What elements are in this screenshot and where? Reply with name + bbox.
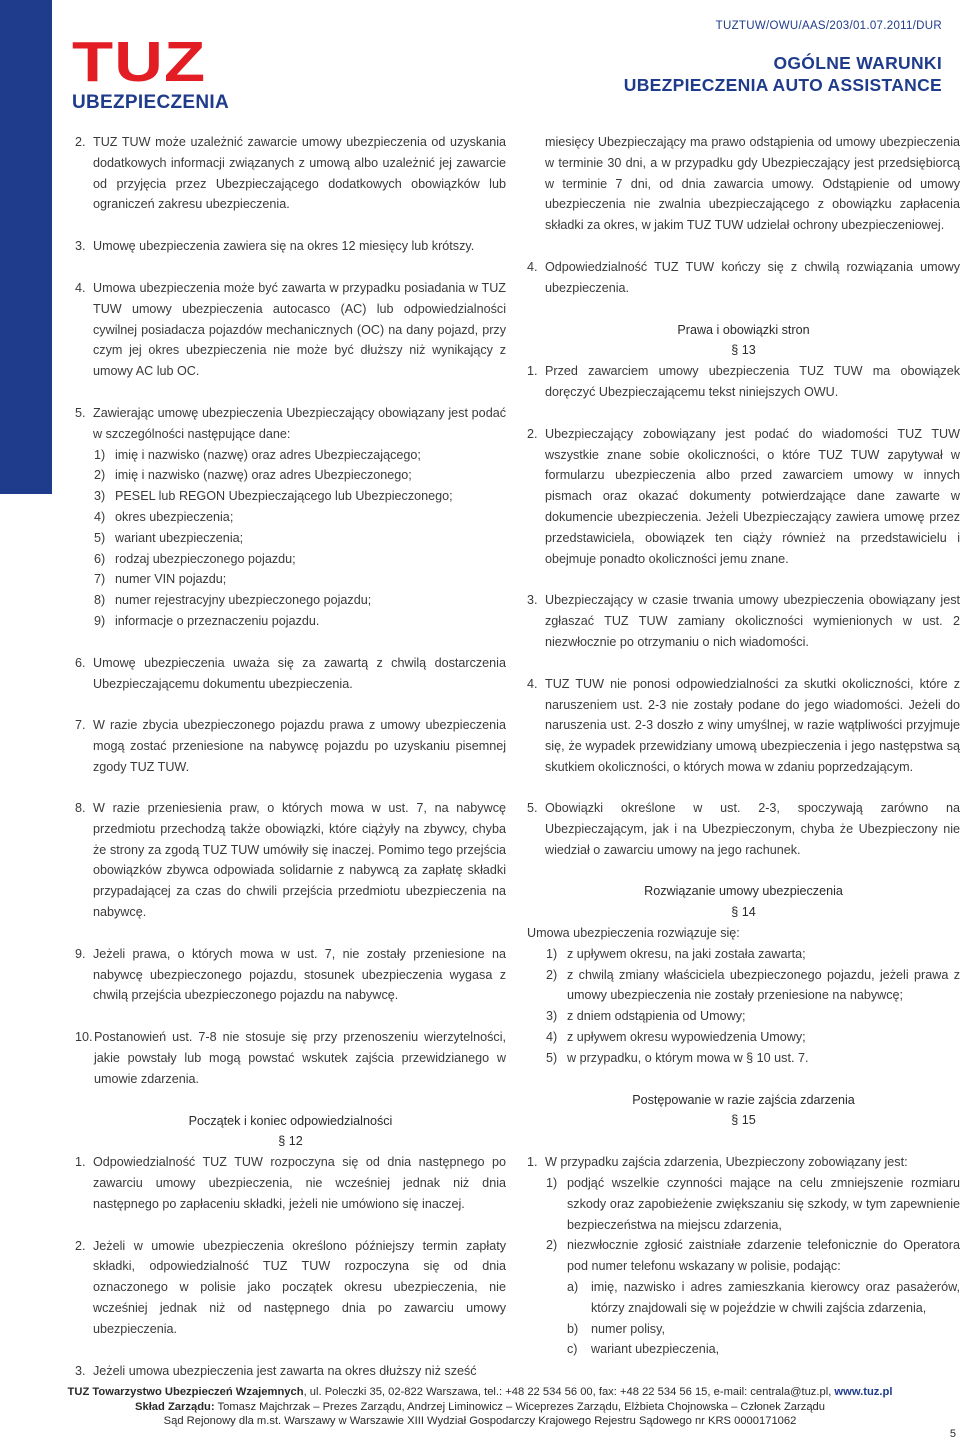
tuz-logo (72, 30, 232, 114)
footer-board: Tomasz Majchrzak – Prezes Zarządu, Andrzej Liminowicz – Wiceprezes Zarządu, Elżbieta Chojnowska – Członek Zarządu (214, 1400, 825, 1413)
paragraph-number-13: § 13 (731, 343, 756, 358)
clause-3-continued: miesięcy Ubezpieczający ma prawo odstąpienia od umowy ubezpieczenia w terminie 30 dni, a w przypadku gdy Ubezpieczający jest przedsiębiorcą w terminie 7 dni, od dnia zawarcia umowy. Odstąpienie od umowy ubezpieczenia nie zwalnia ubezpieczającego z obowiązku zapłacenia składki za okres, w jakim TUZ TUW udzielał ochrony ubezpieczeniowej. (545, 135, 960, 233)
clause-7: 7. W razie zbycia ubezpieczonego pojazdu prawa z umowy ubezpieczenia mogą zostać przeniesione na nabywcę pojazdu po uzyskaniu pisemnej zgody TUZ TUW. (75, 718, 506, 774)
page-number: 5 (949, 1428, 956, 1440)
list-item: 3) PESEL lub REGON Ubezpieczającego lub Ubezpieczonego; (94, 489, 453, 504)
list-item: 2) niezwłocznie zgłosić zaistniałe zdarzenie telefonicznie do Operatora pod numer telefonu wskazany w polisie, podając: (546, 1238, 960, 1274)
list-item: 2) z chwilą zmiany właściciela ubezpieczonego pojazdu, jeżeli prawa z umowy ubezpieczenia nie zostały przeniesione na nabywcę; (546, 967, 960, 1003)
list-item: c) wariant ubezpieczenia, (567, 1342, 720, 1357)
footer-line-3: Sąd Rejonowy dla m.st. Warszawy w Warszawie XIII Wydział Gospodarczy Krajowego Rejestru Sądowego nr KRS 0000171062 (163, 1415, 797, 1427)
list-item: 1) z upływem okresu, na jaki została zawarta; (546, 946, 806, 961)
left-column-top (75, 132, 506, 799)
list-item: b) numer polisy, (567, 1321, 665, 1336)
logo-tuz-text: TUZ (72, 30, 207, 94)
title-line-2: UBEZPIECZENIA AUTO ASSISTANCE (623, 75, 942, 95)
list-item: 2) imię i nazwisko (nazwę) oraz adres Ubezpieczonego; (94, 468, 412, 483)
clause-13-2: 2. Ubezpieczający zobowiązany jest podać do wiadomości TUZ TUW wszystkie znane sobie okoliczności, o które TUZ TUW zapytywał w formularzu ubezpieczenia albo przed zawarciem umowy w innych pismach oraz okazać dokumenty potwierdzające dane zawarte w dokumencie ubezpieczenia. Jeżeli Ubezpieczający zawiera umowę przez przedstawiciela, obowiązek ten ciąży również na przedstawicielu i obejmuje ponadto okoliczności jemu znane. (527, 426, 960, 566)
clause-13-3: 3. Ubezpieczający w czasie trwania umowy ubezpieczenia obowiązany jest zgłaszać TUZ TUW zamiany okoliczności wymienionych w ust. 2 niezwłocznie po otrzymaniu o nich wiadomości. (527, 593, 960, 649)
clause-8: 8. W razie przeniesienia praw, o których mowa w ust. 7, na nabywcę przedmiotu przechodzą także obowiązki, które ciążyły na zbywcy, chyba że strony za zgodą TUZ TUW umówiły się inaczej. Pomimo tego przejścia obowiązków zbywca odpowiada solidarnie z nabywcą za zapłatę składki przypadającej za czas do chwili przejścia przedmiotu ubezpieczenia na nabywcę. (75, 801, 506, 919)
title-line-1: OGÓLNE WARUNKI (773, 53, 942, 73)
footer-company: TUZ Towarzystwo Ubezpieczeń Wzajemnych (67, 1386, 304, 1398)
clause-13-4: 4. TUZ TUW nie ponosi odpowiedzialności za skutki okoliczności, które z naruszeniem ust. 2-3 nie zostały podane do jego wiadomości. Jeżeli do naruszenia ust. 2-3 doszło z winy umyślnej, w razie wątpliwości przyjmuje się, że wypadek przewidziany umową ubezpieczenia i jego następstwa są skutkiem okoliczności, o których mowa w zdaniu poprzedzającym. (527, 676, 960, 774)
list-item: 3) z dniem odstąpienia od Umowy; (546, 1009, 746, 1024)
list-item: 7) numer VIN pojazdu; (94, 572, 227, 587)
list-item: 5) w przypadku, o którym mowa w § 10 ust. 7. (546, 1050, 809, 1065)
clause-15-1: 1. W przypadku zajścia zdarzenia, Ubezpieczony zobowiązany jest: (527, 1155, 908, 1170)
clause-5: 5. Zawierając umowę ubezpieczenia Ubezpieczający obowiązany jest podać w szczególności następujące dane: (75, 405, 506, 441)
list-item: 1) podjąć wszelkie czynności mające na celu zmniejszenie rozmiaru szkody oraz zapobieżenie zwiększaniu się szkody, w tym zapewnienie bezpieczeństwa na miejscu zdarzenia, (546, 1175, 960, 1232)
clause-12-3: 3. Jeżeli umowa ubezpieczenia jest zawarta na okres dłuższy niż sześć (75, 1363, 477, 1378)
clause-14-intro: Umowa ubezpieczenia rozwiązuje się: (527, 925, 740, 940)
section-heading-14: Rozwiązanie umowy ubezpieczenia (644, 884, 843, 899)
section-heading-15: Postępowanie w razie zajścia zdarzenia (632, 1092, 855, 1107)
right-column-bottom (527, 798, 960, 1360)
right-column-top (527, 132, 960, 799)
list-item: 4) okres ubezpieczenia; (94, 509, 234, 524)
clause-6: 6. Umowę ubezpieczenia uważa się za zawartą z chwilą dostarczenia Ubezpieczającemu dokumentu ubezpieczenia. (75, 655, 506, 691)
clause-9: 9. Jeżeli prawa, o których mowa w ust. 7, nie zostały przeniesione na nabywcę ubezpieczonego pojazdu, stosunek ubezpieczenia wygasa z chwilą przejścia ubezpieczonego pojazdu na nabywcę. (75, 946, 506, 1003)
page-footer (0, 1385, 960, 1429)
clause-4: 4. Umowa ubezpieczenia może być zawarta w przypadku posiadania w TUZ TUW umowy ubezpieczenia autocasco (AC) lub odpowiedzialności cywilnej posiadacza pojazdów mechanicznych (OC) na dany pojazd, przy czym jej okres ubezpieczenia nie może być dłuższy niż wynikający z umowy AC lub OC. (75, 280, 506, 379)
footer-line-2 (0, 1400, 960, 1415)
list-item: a) imię, nazwisko i adres zamieszkania kierowcy oraz pasażerów, którzy znajdowali się w pojeździe w chwili zajścia zdarzenia, (567, 1279, 960, 1315)
clause-3: 3. Umowę ubezpieczenia zawiera się na okres 12 miesięcy lub krótszy. (75, 239, 475, 254)
paragraph-number-14: § 14 (731, 905, 756, 920)
footer-address: , ul. Poleczki 35, 02-822 Warszawa, tel.: +48 22 534 56 00, fax: +48 22 534 56 15, e-mail: centrala@tuz.pl, (303, 1386, 835, 1398)
footer-website-link[interactable]: www.tuz.pl (834, 1386, 893, 1398)
clause-13-5: 5. Obowiązki określone w ust. 2-3, spoczywają zarówno na Ubezpieczającym, jak i na Ubezpieczonym, chyba że Ubezpieczony nie wiedział o zawarciu umowy na jego rachunek. (527, 801, 960, 857)
footer-board-label: Skład Zarządu: (135, 1400, 215, 1413)
list-item: 8) numer rejestracyjny ubezpieczonego pojazdu; (94, 593, 372, 608)
clause-10: 10. Postanowień ust. 7-8 nie stosuje się przy przenoszeniu wierzytelności, jakie powstały lub mogą powstać wskutek zajścia przewidzianego w umowie zdarzenia. (75, 1030, 506, 1086)
clause-12-2: 2. Jeżeli w umowie ubezpieczenia określono późniejszy termin zapłaty składki, odpowiedzialność TUZ TUW rozpoczyna się od dnia oznaczonego w polisie jako początek okresu ubezpieczenia, nie wcześniej jednak niż od następnego dnia po zawarciu umowy ubezpieczenia. (75, 1238, 506, 1336)
paragraph-number-12: § 12 (278, 1134, 303, 1149)
list-item: 4) z upływem okresu wypowiedzenia Umowy; (546, 1029, 806, 1044)
left-column-bottom (75, 798, 506, 1402)
list-item: 9) informacje o przeznaczeniu pojazdu. (94, 613, 320, 628)
clause-12-1: 1. Odpowiedzialność TUZ TUW rozpoczyna się od dnia następnego po zawarciu umowy ubezpieczenia, nie wcześniej jednak niż dnia następnego po zapłaceniu składki, jeżeli nie umówiono się inaczej. (75, 1155, 506, 1211)
section-heading-13: Prawa i obowiązki stron (677, 322, 810, 337)
clause-2: 2. TUZ TUW może uzależnić zawarcie umowy ubezpieczenia od uzyskania dodatkowych informacji związanych z umową albo uzależnić jej zawarcie od przyjęcia przez Ubezpieczającego dodatkowych obowiązków lub ograniczeń zakresu ubezpieczenia. (75, 135, 506, 212)
footer-line-1 (0, 1385, 960, 1400)
list-item: 6) rodzaj ubezpieczonego pojazdu; (94, 551, 296, 566)
document-code: TUZTUW/OWU/AAS/203/01.07.2011/DUR (715, 20, 942, 32)
clause-11-4: 4. Odpowiedzialność TUZ TUW kończy się z chwilą rozwiązania umowy ubezpieczenia. (527, 259, 960, 295)
logo-ubezpieczenia-text: UBEZPIECZENIA (72, 92, 229, 113)
list-item: 5) wariant ubezpieczenia; (94, 530, 244, 545)
paragraph-number-15: § 15 (731, 1113, 756, 1128)
clause-5-list (75, 445, 506, 632)
sidebar-bar (0, 0, 52, 494)
section-heading-12: Początek i koniec odpowiedzialności (188, 1113, 393, 1128)
document-title (624, 52, 942, 96)
clause-13-1: 1. Przed zawarciem umowy ubezpieczenia TUZ TUW ma obowiązek doręczyć Ubezpieczającemu tekst niniejszych OWU. (527, 364, 960, 399)
list-item: 1) imię i nazwisko (nazwę) oraz adres Ubezpieczającego; (94, 447, 421, 462)
clause-14-list (527, 944, 960, 1069)
